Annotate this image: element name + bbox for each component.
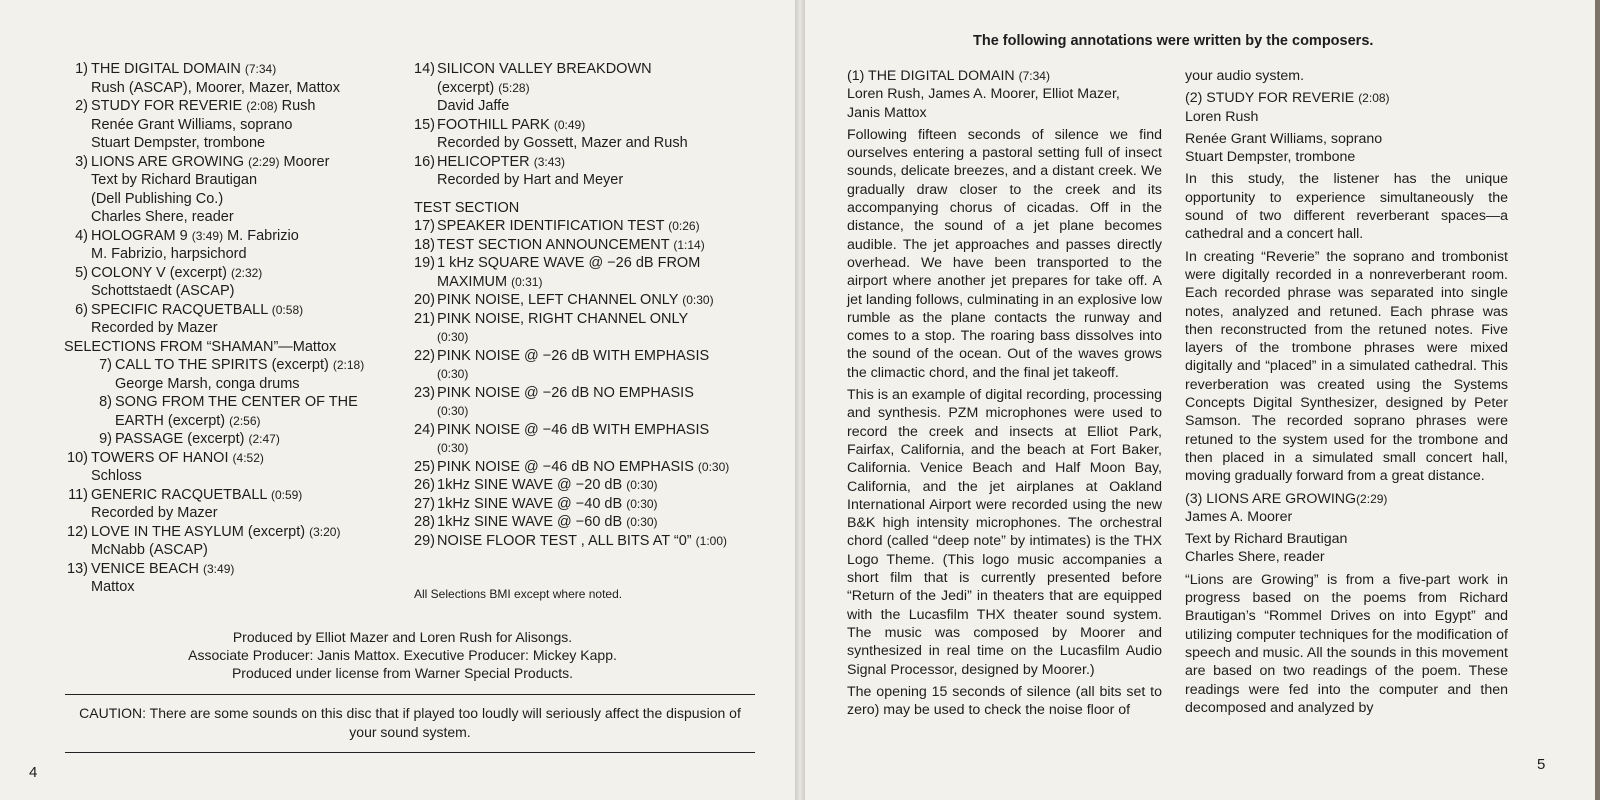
continued-text: your audio system.	[1185, 68, 1305, 84]
composer-credit: Janis Mattox	[847, 104, 927, 121]
track-duration: (2:56)	[229, 413, 261, 428]
track-heading	[414, 217, 729, 236]
track-composer: M. Fabrizio	[223, 227, 299, 244]
divider-bottom	[65, 752, 755, 753]
track-number: 1)	[75, 61, 88, 77]
track-credit-text: (excerpt)	[437, 79, 495, 96]
credit-line: Produced under license from Warner Special Products.	[231, 665, 574, 681]
track-duration: (3:20)	[309, 524, 341, 539]
track-credit-text: Recorded by Hart and Meyer	[437, 172, 624, 188]
track-title: PINK NOISE @ −46 dB NO EMPHASIS	[437, 458, 694, 475]
track-heading	[414, 532, 729, 551]
track-duration: (0:30)	[626, 515, 658, 529]
track-credit	[414, 328, 729, 347]
annotation-paragraph: In creating “Reverie” the soprano and trombonist were digitally recorded in a nonreverberant room. Each recorded phrase was separated into single notes, analyzed and retuned. Each phrase was then reconstructed from the retuned notes. Five layers of the trombone phrases were mixed digitally and “placed” in a simulated cathedral. This reverberation was created using the Systems Concepts Digital Synthesizer, designed by Peter Samson. The recorded soprano phrases were retuned to the system used for the trombone and then placed in a simulated small concert hall, moving gradually forward from a great distance.	[1185, 248, 1508, 485]
caution-notice: CAUTION: There are some sounds on this disc that if played too loudly will seriously affect the dispusion of your sound system.	[79, 705, 741, 740]
track-title: LIONS ARE GROWING	[91, 153, 245, 170]
track-duration: (0:30)	[437, 367, 469, 381]
track-credit	[66, 190, 364, 209]
track-heading	[414, 513, 729, 532]
track-title: PINK NOISE, LEFT CHANNEL ONLY	[437, 292, 679, 308]
track-title: 1kHz SINE WAVE @ −60 dB	[437, 514, 623, 530]
annotation-paragraph: In this study, the listener has the unique opportunity to experience simultaneously the sound of two different reverberant spaces—a cathedral and a concert hall.	[1185, 171, 1508, 243]
track-number: 25)	[414, 458, 435, 475]
track-number: 24)	[414, 421, 435, 438]
track-credit-text: Charles Shere, reader	[91, 209, 234, 225]
track-entry	[66, 486, 364, 523]
track-number: 12)	[67, 523, 88, 540]
track-title: PINK NOISE @ −46 dB WITH EMPHASIS	[437, 421, 710, 438]
right-page	[805, 0, 1595, 800]
track-title: LOVE IN THE ASYLUM (excerpt)	[91, 523, 306, 540]
track-title: SILICON VALLEY BREAKDOWN	[437, 61, 652, 77]
track-number: 19)	[414, 255, 435, 271]
track-duration: (1:00)	[695, 533, 728, 548]
track-credit-text: Stuart Dempster, trombone	[91, 135, 266, 151]
track-number: 26)	[414, 477, 435, 493]
track-title: THE DIGITAL DOMAIN	[91, 61, 241, 77]
track-entry	[414, 513, 729, 532]
bmi-note: All Selections BMI except where noted.	[414, 587, 623, 601]
track-title: SONG FROM THE CENTER OF THE	[115, 394, 358, 410]
track-entry	[66, 227, 364, 264]
annotation-column-2	[1185, 67, 1508, 721]
track-entry	[414, 153, 729, 190]
track-duration: (0:30)	[437, 404, 469, 418]
track-duration: (2:29)	[1356, 491, 1388, 506]
track-entry	[414, 254, 729, 291]
track-duration: (2:47)	[248, 432, 280, 446]
track-entry	[66, 356, 364, 393]
track-title: CALL TO THE SPIRITS (excerpt)	[115, 357, 329, 373]
track-entry	[414, 458, 729, 477]
credit-line: Associate Producer: Janis Mattox. Executive Producer: Mickey Kapp.	[188, 647, 617, 663]
track-credit	[66, 134, 364, 153]
track-title: NOISE FLOOR TEST , ALL BITS AT “0”	[437, 532, 692, 549]
track-credit-text: MAXIMUM	[437, 273, 508, 290]
track-number: 3)	[75, 153, 88, 170]
track-credit	[92, 412, 364, 431]
track-title: PINK NOISE @ −26 dB NO EMPHASIS	[437, 384, 694, 401]
page-number: 4	[29, 764, 38, 781]
track-credit	[414, 439, 729, 458]
track-credit	[66, 282, 364, 301]
track-credit	[66, 171, 364, 190]
track-credit	[414, 79, 729, 98]
track-duration: (0:30)	[626, 496, 658, 511]
track-credit	[66, 319, 364, 338]
track-duration: (0:30)	[437, 330, 469, 344]
performer-credit: Renée Grant Williams, soprano	[1185, 130, 1383, 147]
track-composer: Rush	[277, 98, 316, 114]
page-edge	[1595, 0, 1600, 800]
track-title: PINK NOISE, RIGHT CHANNEL ONLY	[437, 310, 689, 327]
track-entry	[414, 60, 729, 116]
book-gutter	[795, 0, 805, 800]
track-number: 22)	[414, 347, 435, 364]
track-number: 4)	[75, 227, 88, 244]
track-duration: (2:32)	[230, 265, 263, 280]
track-credit-text: Schloss	[91, 468, 142, 484]
track-number: 9)	[99, 431, 112, 447]
track-heading	[66, 301, 364, 320]
credit-line: Produced by Elliot Mazer and Loren Rush for Alisongs.	[232, 629, 573, 645]
track-number: 11)	[68, 486, 88, 503]
annotation-paragraph: This is an example of digital recording, processing and synthesis. PZM microphones were used to record the creek and insects at Elliot Park, Fairfax, California, and the beach at Fort Baker, California. Venice Beach and Half Moon Bay, California, and the jet airplanes at Oakland International Airport were recorded using the new B&K high intensity microphones. The orchestral chord (called “deep note” by intimates) is the THX Logo Theme. (This logo music accompanies a short film that is currently presented before “Return of the Jedi” in theaters that are equipped with the Lucasfilm THX theater sound system. The music was composed by Moorer and synthesized in real time on the Lucasfilm Audio Signal Processor, designed by Moorer.)	[847, 387, 1162, 678]
track-heading	[414, 476, 729, 495]
composer-credit: Loren Rush, James A. Moorer, Elliot Mazer,	[847, 86, 1120, 103]
track-heading	[66, 97, 364, 116]
divider-top	[65, 694, 755, 695]
track-entry	[414, 495, 729, 514]
track-entry	[414, 310, 729, 347]
track-credit	[66, 116, 364, 135]
track-composer: Moorer	[279, 153, 330, 170]
track-entry	[414, 532, 729, 551]
track-title: PINK NOISE @ −26 dB WITH EMPHASIS	[437, 347, 710, 364]
track-duration: (0:30)	[697, 459, 730, 474]
track-heading	[92, 393, 364, 412]
production-credits	[65, 628, 740, 682]
track-heading	[414, 495, 729, 514]
track-title: VENICE BEACH	[91, 560, 199, 577]
track-entry	[414, 421, 729, 458]
track-heading	[92, 430, 364, 449]
track-entry	[66, 449, 364, 486]
track-heading	[66, 449, 364, 468]
track-credit	[66, 79, 364, 98]
track-number: 27)	[414, 495, 435, 512]
track-number: 6)	[75, 301, 88, 318]
left-page	[0, 0, 795, 800]
track-number: 21)	[414, 310, 435, 327]
track-entry	[414, 236, 729, 255]
track-duration: (0:30)	[682, 293, 714, 307]
track-duration: (3:43)	[533, 154, 566, 169]
track-title: 1kHz SINE WAVE @ −40 dB	[437, 495, 623, 512]
track-heading	[414, 153, 729, 172]
track-credit	[66, 208, 364, 227]
track-credit-text: Recorded by Mazer	[91, 505, 218, 521]
track-number: 29)	[414, 532, 435, 549]
track-heading	[66, 60, 364, 79]
track-duration: (0:30)	[437, 441, 469, 455]
track-list-column-1	[66, 60, 364, 597]
track-duration: (0:30)	[626, 478, 658, 492]
track-number: 18)	[414, 236, 435, 253]
track-number: 10)	[67, 449, 88, 466]
track-credit	[66, 541, 364, 560]
track-heading	[92, 356, 364, 375]
track-heading	[414, 254, 729, 273]
track-number: 17)	[414, 218, 435, 234]
track-number: 16)	[414, 153, 435, 170]
track-heading	[414, 291, 729, 310]
track-credit	[414, 171, 729, 190]
track-credit	[414, 365, 729, 384]
track-title: PASSAGE (excerpt)	[115, 431, 245, 447]
track-credit	[414, 134, 729, 153]
track-credit	[414, 273, 729, 292]
track-entry	[66, 430, 364, 449]
track-duration: (0:26)	[668, 219, 700, 233]
track-heading	[414, 347, 729, 366]
track-entry	[66, 523, 364, 560]
track-credit-text: Schottstaedt (ASCAP)	[91, 283, 235, 299]
track-duration: (4:52)	[232, 450, 264, 465]
track-title: (3) LIONS ARE GROWING	[1185, 490, 1357, 507]
text-credit: Text by Richard Brautigan	[1185, 531, 1348, 548]
track-entry	[66, 393, 364, 430]
track-entry	[414, 217, 729, 236]
track-number: 8)	[99, 394, 112, 410]
track-title: 1 kHz SQUARE WAVE @ −26 dB FROM	[437, 255, 701, 271]
composer-credit: Loren Rush	[1185, 108, 1259, 125]
composer-credit: James A. Moorer	[1185, 508, 1293, 525]
shaman-section-header: SELECTIONS FROM “SHAMAN”—Mattox	[64, 338, 337, 355]
track-title: SPEAKER IDENTIFICATION TEST	[437, 218, 665, 234]
track-entry	[66, 560, 364, 597]
track-duration: (0:49)	[553, 117, 586, 132]
track-credit-text: Rush (ASCAP), Moorer, Mazer, Mattox	[91, 79, 340, 96]
track-entry	[414, 476, 729, 495]
track-credit-text: EARTH (excerpt)	[115, 412, 226, 429]
track-duration: (2:08)	[246, 99, 278, 113]
track-entry	[414, 384, 729, 421]
track-title: TEST SECTION ANNOUNCEMENT	[437, 236, 670, 253]
track-number: 28)	[414, 514, 435, 530]
track-duration: (2:18)	[332, 358, 365, 372]
track-heading	[66, 153, 364, 172]
track-credit	[66, 245, 364, 264]
track-duration: (7:34)	[244, 62, 277, 76]
annotation-paragraph: “Lions are Growing” is from a five-part work in progress based on the poems from Richard Brautigan’s “Rommel Drives on into Egypt” and utilizing computer techniques for the modification of speech and music. All the sounds in this movement are based on two readings of the poem. These readings were fed into the computer and then decomposed and analyzed by	[1185, 571, 1508, 716]
track-entry	[66, 301, 364, 338]
reader-credit: Charles Shere, reader	[1185, 549, 1325, 566]
track-heading	[66, 227, 364, 246]
track-duration: (3:49)	[191, 228, 224, 243]
track-credit-text: Recorded by Gossett, Mazer and Rush	[437, 135, 688, 151]
track-credit-text: Mattox	[91, 579, 135, 595]
track-number: 15)	[414, 116, 435, 133]
annotation-paragraph: The opening 15 seconds of silence (all bits set to zero) may be used to check the noise floor of	[847, 683, 1162, 719]
track-duration: (1:14)	[673, 237, 705, 252]
track-entry	[66, 153, 364, 227]
track-title: GENERIC RACQUETBALL	[91, 486, 267, 503]
track-credit-text: Recorded by Mazer	[91, 320, 218, 336]
track-duration: (0:58)	[271, 302, 304, 317]
track-title: STUDY FOR REVERIE	[91, 98, 243, 114]
track-entry	[414, 116, 729, 153]
track-credit-text: Renée Grant Williams, soprano	[91, 116, 293, 133]
track-entry	[414, 291, 729, 310]
track-credit	[414, 402, 729, 421]
track-credit	[92, 375, 364, 394]
track-heading	[1185, 490, 1508, 508]
track-credit	[66, 467, 364, 486]
track-duration: (2:29)	[248, 154, 280, 169]
track-number: 2)	[75, 98, 88, 114]
track-list-column-2	[414, 60, 729, 550]
track-credit-text: Text by Richard Brautigan	[91, 172, 258, 188]
performer-credit: Stuart Dempster, trombone	[1185, 149, 1356, 166]
annotation-paragraph: Following fifteen seconds of silence we find ourselves entering a pastoral setting full of insect sounds, delicate breezes, and a distant creek. We gradually draw closer to the creek and its accompanying chorus of cicadas. Off in the distance, the sound of a jet plane becomes audible. The jet approaches and passes directly overhead. We have been transported to the airport where another jet prepares for take off. A jet landing follows, culminating in an explosive low rumble as the plane contacts the runway and comes to a stop. The roaring bass dissolves into the sound of the ocean. Out of the waves grows the climactic chord, and the final jet takeoff.	[847, 126, 1162, 381]
track-duration: (7:34)	[1018, 69, 1050, 83]
track-title: FOOTHILL PARK	[437, 116, 550, 133]
track-number: 23)	[414, 384, 435, 401]
track-title: HELICOPTER	[437, 153, 530, 170]
track-heading	[414, 310, 729, 329]
track-number: 7)	[99, 357, 112, 373]
track-credit	[66, 578, 364, 597]
track-duration: (3:49)	[203, 561, 235, 576]
track-entry	[414, 347, 729, 384]
annotation-column-1	[847, 67, 1162, 723]
track-credit	[66, 504, 364, 523]
track-title: SPECIFIC RACQUETBALL	[91, 301, 268, 318]
track-credit: David Jaffe	[437, 98, 510, 114]
track-heading	[66, 486, 364, 505]
track-number: 14)	[414, 61, 435, 77]
track-heading	[847, 67, 1162, 85]
track-credit-text: M. Fabrizio, harpsichord	[91, 246, 247, 262]
page-number: 5	[1537, 756, 1546, 773]
track-title: (2) STUDY FOR REVERIE	[1185, 90, 1355, 107]
track-duration: (5:28)	[498, 80, 530, 95]
track-duration: (0:31)	[511, 274, 543, 289]
track-number: 5)	[75, 264, 88, 281]
track-credit-text: George Marsh, conga drums	[115, 375, 300, 392]
track-heading	[414, 236, 729, 255]
track-duration: (2:08)	[1358, 91, 1390, 106]
track-heading	[414, 421, 729, 440]
track-title: HOLOGRAM 9	[91, 227, 188, 244]
track-credit-text: (Dell Publishing Co.)	[91, 190, 224, 207]
track-entry	[66, 60, 364, 97]
track-heading	[414, 60, 729, 79]
track-number: 13)	[67, 560, 88, 577]
track-heading	[1185, 89, 1508, 107]
track-credit-text: McNabb (ASCAP)	[91, 542, 208, 558]
annotations-heading: The following annotations were written by the composers.	[973, 33, 1374, 49]
track-heading	[66, 523, 364, 542]
track-duration: (0:59)	[270, 487, 303, 502]
track-title: COLONY V (excerpt)	[91, 264, 227, 281]
track-number: 20)	[414, 292, 435, 308]
track-entry	[66, 264, 364, 301]
track-heading	[414, 458, 729, 477]
track-entry	[66, 97, 364, 153]
track-heading	[66, 560, 364, 579]
track-heading	[414, 384, 729, 403]
track-title: (1) THE DIGITAL DOMAIN	[847, 68, 1015, 84]
track-heading	[414, 116, 729, 135]
track-title: TOWERS OF HANOI	[91, 449, 229, 466]
test-section-header: TEST SECTION	[414, 199, 520, 216]
track-title: 1kHz SINE WAVE @ −20 dB	[437, 477, 623, 493]
track-heading	[66, 264, 364, 283]
